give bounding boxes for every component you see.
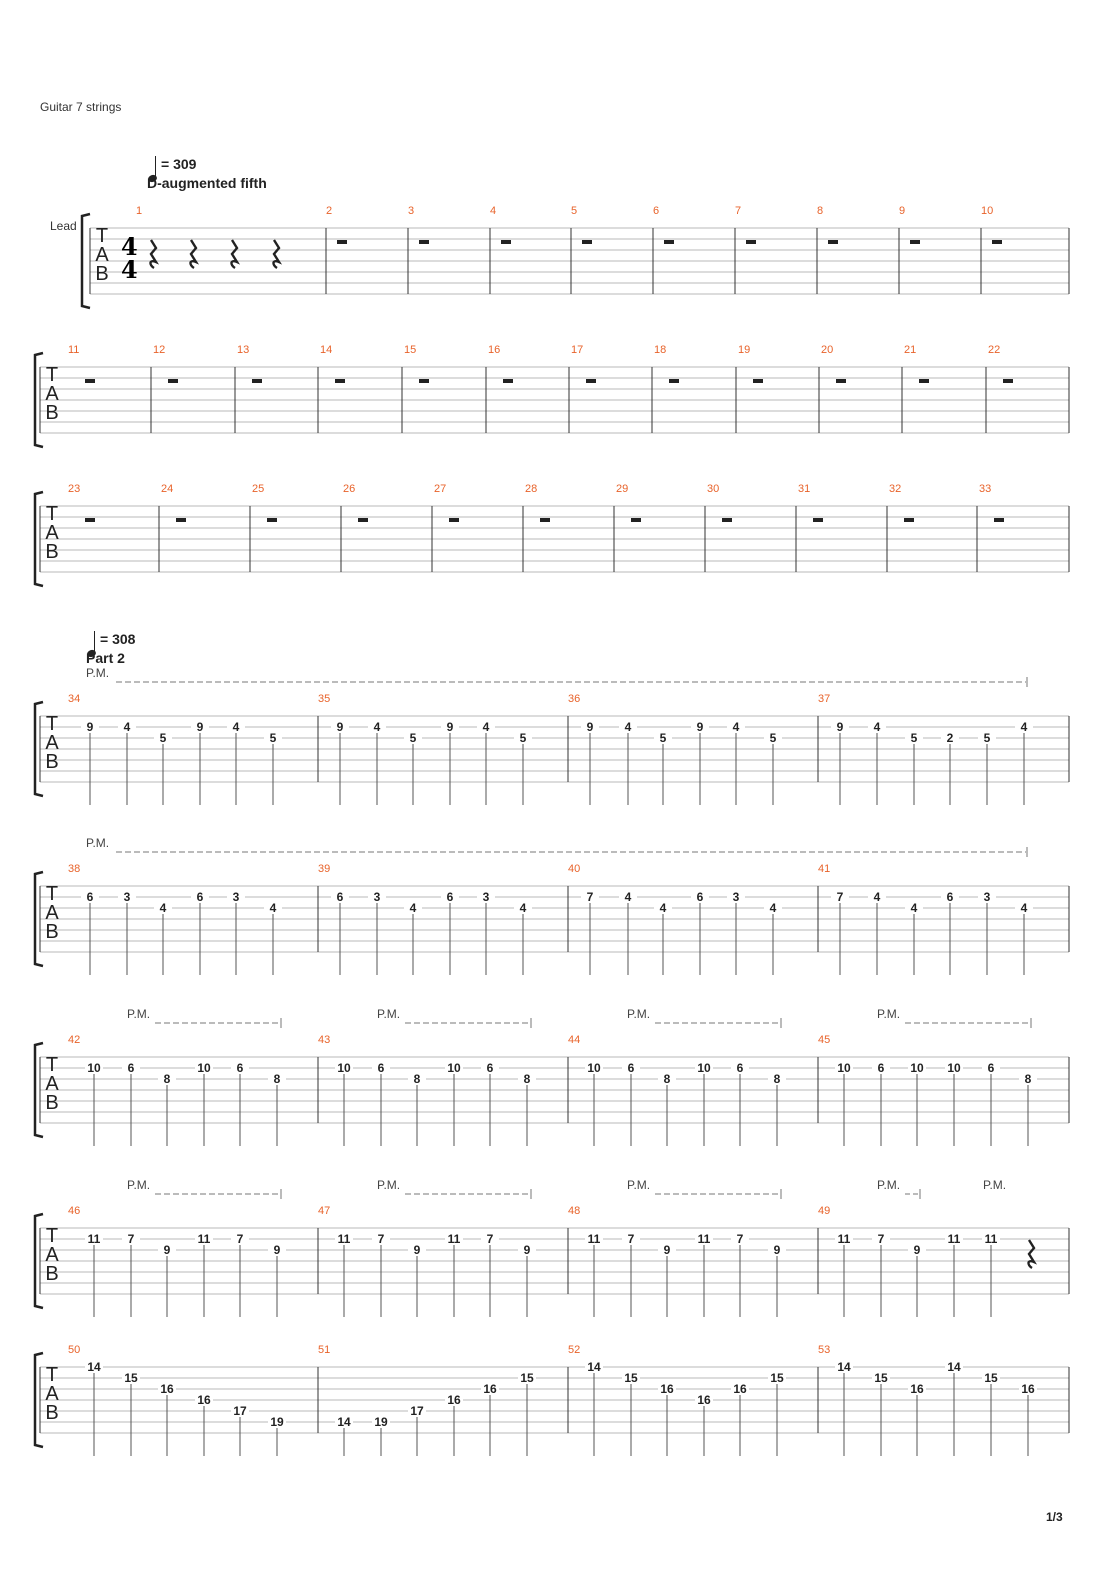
measure-number: 31 — [798, 483, 811, 495]
fret-number: 16 — [483, 1382, 497, 1396]
palm-mute-label: P.M. — [377, 1178, 401, 1192]
measure-number: 29 — [616, 483, 629, 495]
tab-clef-letter: A — [45, 1073, 59, 1095]
fret-number: 4 — [732, 720, 740, 734]
measure-number: 44 — [568, 1034, 581, 1046]
fret-number: 9 — [86, 720, 94, 734]
fret-number: 6 — [446, 890, 454, 904]
fret-number: 8 — [663, 1072, 671, 1086]
whole-rest-icon — [449, 518, 459, 522]
palm-mute-label: P.M. — [86, 836, 110, 850]
fret-number: 6 — [736, 1061, 744, 1075]
fret-number: 6 — [696, 890, 704, 904]
fret-number: 6 — [946, 890, 954, 904]
measure-number: 25 — [252, 483, 265, 495]
fret-number: 4 — [1020, 720, 1028, 734]
fret-number: 16 — [160, 1382, 174, 1396]
fret-number: 10 — [910, 1061, 924, 1075]
fret-number: 16 — [1021, 1382, 1035, 1396]
measure-number: 14 — [320, 344, 333, 356]
measure-number: 18 — [654, 344, 667, 356]
whole-rest-icon — [419, 379, 429, 383]
fret-number: 4 — [910, 901, 918, 915]
fret-number: 9 — [696, 720, 704, 734]
measure-number: 28 — [525, 483, 538, 495]
fret-number: 7 — [486, 1232, 494, 1246]
fret-number: 4 — [269, 901, 277, 915]
measure-number: 45 — [818, 1034, 831, 1046]
whole-rest-icon — [335, 379, 345, 383]
section-title: D-augmented fifth — [147, 175, 267, 191]
fret-number: 16 — [733, 1382, 747, 1396]
measure-number: 46 — [68, 1205, 81, 1217]
fret-number: 7 — [236, 1232, 244, 1246]
fret-number: 6 — [987, 1061, 995, 1075]
fret-number: 7 — [627, 1232, 635, 1246]
fret-number: 11 — [337, 1232, 351, 1246]
fret-number: 9 — [446, 720, 454, 734]
quarter-rest-icon — [190, 240, 196, 268]
measure-number: 50 — [68, 1344, 81, 1356]
fret-number: 10 — [87, 1061, 101, 1075]
measure-number: 51 — [318, 1344, 331, 1356]
fret-number: 14 — [837, 1360, 851, 1374]
fret-number: 9 — [163, 1243, 171, 1257]
fret-number: 4 — [409, 901, 417, 915]
whole-rest-icon — [669, 379, 679, 383]
fret-number: 5 — [409, 731, 417, 745]
measure-number: 3 — [408, 205, 415, 217]
fret-number: 15 — [520, 1371, 534, 1385]
whole-rest-icon — [503, 379, 513, 383]
fret-number: 3 — [123, 890, 131, 904]
fret-number: 7 — [836, 890, 844, 904]
fret-number: 9 — [836, 720, 844, 734]
fret-number: 6 — [127, 1061, 135, 1075]
measure-number: 6 — [653, 205, 660, 217]
fret-number: 7 — [127, 1232, 135, 1246]
whole-rest-icon — [631, 518, 641, 522]
fret-number: 10 — [197, 1061, 211, 1075]
whole-rest-icon — [910, 240, 920, 244]
tab-clef-letter: T — [45, 713, 59, 735]
measure-number: 33 — [979, 483, 992, 495]
fret-number: 9 — [413, 1243, 421, 1257]
whole-rest-icon — [176, 518, 186, 522]
tab-clef-letter: B — [45, 1402, 59, 1424]
whole-rest-icon — [904, 518, 914, 522]
fret-number: 4 — [232, 720, 240, 734]
fret-number: 4 — [123, 720, 131, 734]
whole-rest-icon — [358, 518, 368, 522]
fret-number: 17 — [233, 1404, 247, 1418]
measure-number: 7 — [735, 205, 742, 217]
measure-number: 22 — [988, 344, 1001, 356]
fret-number: 7 — [877, 1232, 885, 1246]
section-title: Part 2 — [86, 650, 125, 666]
palm-mute-label: P.M. — [127, 1178, 151, 1192]
fret-number: 9 — [336, 720, 344, 734]
palm-mute-label: P.M. — [127, 1007, 151, 1021]
fret-number: 9 — [273, 1243, 281, 1257]
fret-number: 11 — [984, 1232, 998, 1246]
palm-mute-label: P.M. — [877, 1007, 901, 1021]
measure-number: 2 — [326, 205, 333, 217]
measure-number: 21 — [904, 344, 917, 356]
tab-clef-letter: A — [45, 1383, 59, 1405]
whole-rest-icon — [836, 379, 846, 383]
fret-number: 4 — [624, 890, 632, 904]
measure-number: 38 — [68, 863, 81, 875]
fret-number: 8 — [163, 1072, 171, 1086]
fret-number: 11 — [697, 1232, 711, 1246]
tab-clef-letter: A — [45, 902, 59, 924]
fret-number: 11 — [587, 1232, 601, 1246]
fret-number: 8 — [1024, 1072, 1032, 1086]
fret-number: 15 — [124, 1371, 138, 1385]
fret-number: 16 — [660, 1382, 674, 1396]
whole-rest-icon — [252, 379, 262, 383]
tab-clef-letter: A — [45, 1244, 59, 1266]
fret-number: 11 — [87, 1232, 101, 1246]
fret-number: 4 — [159, 901, 167, 915]
fret-number: 8 — [273, 1072, 281, 1086]
page-number: 1/3 — [1046, 1510, 1063, 1524]
measure-number: 36 — [568, 693, 581, 705]
fret-number: 16 — [447, 1393, 461, 1407]
tab-clef-letter: B — [45, 402, 59, 424]
measure-number: 4 — [490, 205, 497, 217]
fret-number: 9 — [663, 1243, 671, 1257]
fret-number: 4 — [624, 720, 632, 734]
fret-number: 7 — [586, 890, 594, 904]
tab-clef-letter: T — [45, 1225, 59, 1247]
fret-number: 5 — [910, 731, 918, 745]
instrument-name: Guitar 7 strings — [40, 100, 122, 114]
fret-number: 6 — [236, 1061, 244, 1075]
whole-rest-icon — [722, 518, 732, 522]
fret-number: 4 — [769, 901, 777, 915]
tab-clef-letter: B — [45, 1263, 59, 1285]
measure-number: 52 — [568, 1344, 581, 1356]
quarter-rest-icon — [231, 240, 237, 268]
fret-number: 8 — [523, 1072, 531, 1086]
fret-number: 4 — [482, 720, 490, 734]
measure-number: 49 — [818, 1205, 831, 1217]
measure-number: 43 — [318, 1034, 331, 1046]
whole-rest-icon — [992, 240, 1002, 244]
tab-clef-letter: T — [45, 1364, 59, 1386]
fret-number: 5 — [269, 731, 277, 745]
measure-number: 53 — [818, 1344, 831, 1356]
whole-rest-icon — [586, 379, 596, 383]
fret-number: 7 — [736, 1232, 744, 1246]
fret-number: 14 — [337, 1415, 351, 1429]
whole-rest-icon — [85, 379, 95, 383]
measure-number: 1 — [136, 205, 143, 217]
palm-mute-label: P.M. — [983, 1178, 1007, 1192]
whole-rest-icon — [994, 518, 1004, 522]
fret-number: 5 — [159, 731, 167, 745]
measure-number: 41 — [818, 863, 831, 875]
measure-number: 15 — [404, 344, 417, 356]
tab-clef-letter: T — [45, 883, 59, 905]
measure-number: 37 — [818, 693, 831, 705]
fret-number: 4 — [659, 901, 667, 915]
time-signature-top: 4 — [121, 232, 138, 261]
tab-clef-letter: T — [45, 503, 59, 525]
fret-number: 16 — [910, 1382, 924, 1396]
fret-number: 9 — [773, 1243, 781, 1257]
measure-number: 5 — [571, 205, 578, 217]
fret-number: 11 — [837, 1232, 851, 1246]
measure-number: 20 — [821, 344, 834, 356]
whole-rest-icon — [501, 240, 511, 244]
fret-number: 19 — [270, 1415, 284, 1429]
whole-rest-icon — [168, 379, 178, 383]
whole-rest-icon — [419, 240, 429, 244]
fret-number: 3 — [732, 890, 740, 904]
measure-number: 47 — [318, 1205, 331, 1217]
fret-number: 9 — [913, 1243, 921, 1257]
fret-number: 3 — [482, 890, 490, 904]
whole-rest-icon — [746, 240, 756, 244]
measure-number: 13 — [237, 344, 250, 356]
measure-number: 24 — [161, 483, 174, 495]
whole-rest-icon — [267, 518, 277, 522]
tab-clef-letter: A — [95, 244, 109, 266]
measure-number: 39 — [318, 863, 331, 875]
fret-number: 11 — [197, 1232, 211, 1246]
fret-number: 4 — [519, 901, 527, 915]
fret-number: 10 — [697, 1061, 711, 1075]
whole-rest-icon — [664, 240, 674, 244]
fret-number: 10 — [337, 1061, 351, 1075]
fret-number: 3 — [983, 890, 991, 904]
fret-number: 6 — [877, 1061, 885, 1075]
fret-number: 5 — [983, 731, 991, 745]
tab-clef-letter: B — [45, 541, 59, 563]
palm-mute-label: P.M. — [86, 666, 110, 680]
fret-number: 6 — [86, 890, 94, 904]
measure-number: 10 — [981, 205, 994, 217]
quarter-rest-icon — [1028, 1240, 1034, 1268]
measure-number: 26 — [343, 483, 356, 495]
tab-clef-letter: T — [95, 225, 109, 247]
fret-number: 10 — [447, 1061, 461, 1075]
measure-number: 32 — [889, 483, 902, 495]
fret-number: 4 — [873, 890, 881, 904]
system-bracket — [82, 214, 90, 308]
measure-number: 35 — [318, 693, 331, 705]
measure-number: 8 — [817, 205, 824, 217]
quarter-rest-icon — [150, 240, 156, 268]
whole-rest-icon — [582, 240, 592, 244]
fret-number: 9 — [586, 720, 594, 734]
fret-number: 10 — [587, 1061, 601, 1075]
measure-number: 42 — [68, 1034, 81, 1046]
fret-number: 10 — [837, 1061, 851, 1075]
fret-number: 19 — [374, 1415, 388, 1429]
tempo-value: = 309 — [161, 156, 197, 172]
fret-number: 6 — [377, 1061, 385, 1075]
fret-number: 5 — [769, 731, 777, 745]
measure-number: 48 — [568, 1205, 581, 1217]
fret-number: 14 — [587, 1360, 601, 1374]
whole-rest-icon — [85, 518, 95, 522]
whole-rest-icon — [337, 240, 347, 244]
palm-mute-label: P.M. — [627, 1007, 651, 1021]
fret-number: 3 — [373, 890, 381, 904]
fret-number: 4 — [873, 720, 881, 734]
fret-number: 8 — [773, 1072, 781, 1086]
fret-number: 9 — [523, 1243, 531, 1257]
fret-number: 5 — [659, 731, 667, 745]
tab-clef-letter: A — [45, 732, 59, 754]
fret-number: 16 — [697, 1393, 711, 1407]
tab-clef-letter: B — [95, 263, 109, 285]
fret-number: 4 — [373, 720, 381, 734]
fret-number: 8 — [413, 1072, 421, 1086]
fret-number: 15 — [770, 1371, 784, 1385]
fret-number: 9 — [196, 720, 204, 734]
whole-rest-icon — [813, 518, 823, 522]
fret-number: 15 — [984, 1371, 998, 1385]
whole-rest-icon — [828, 240, 838, 244]
tempo-value: = 308 — [100, 631, 136, 647]
fret-number: 11 — [447, 1232, 461, 1246]
fret-number: 15 — [624, 1371, 638, 1385]
fret-number: 2 — [946, 731, 954, 745]
tab-clef-letter: T — [45, 364, 59, 386]
tab-clef-letter: B — [45, 751, 59, 773]
track-label: Lead — [50, 219, 77, 233]
fret-number: 4 — [1020, 901, 1028, 915]
fret-number: 16 — [197, 1393, 211, 1407]
measure-number: 9 — [899, 205, 906, 217]
measure-number: 11 — [68, 344, 80, 356]
fret-number: 10 — [947, 1061, 961, 1075]
palm-mute-label: P.M. — [627, 1178, 651, 1192]
fret-number: 6 — [196, 890, 204, 904]
tab-clef-letter: A — [45, 383, 59, 405]
palm-mute-label: P.M. — [377, 1007, 401, 1021]
measure-number: 23 — [68, 483, 81, 495]
measure-number: 27 — [434, 483, 447, 495]
measure-number: 19 — [738, 344, 751, 356]
tab-clef-letter: B — [45, 1092, 59, 1114]
fret-number: 6 — [627, 1061, 635, 1075]
measure-number: 40 — [568, 863, 581, 875]
measure-number: 16 — [488, 344, 501, 356]
measure-number: 30 — [707, 483, 720, 495]
fret-number: 5 — [519, 731, 527, 745]
whole-rest-icon — [753, 379, 763, 383]
whole-rest-icon — [1003, 379, 1013, 383]
fret-number: 6 — [336, 890, 344, 904]
fret-number: 3 — [232, 890, 240, 904]
measure-number: 12 — [153, 344, 166, 356]
fret-number: 14 — [947, 1360, 961, 1374]
whole-rest-icon — [919, 379, 929, 383]
whole-rest-icon — [540, 518, 550, 522]
fret-number: 17 — [410, 1404, 424, 1418]
tab-clef-letter: B — [45, 921, 59, 943]
fret-number: 11 — [947, 1232, 961, 1246]
fret-number: 14 — [87, 1360, 101, 1374]
fret-number: 6 — [486, 1061, 494, 1075]
measure-number: 17 — [571, 344, 584, 356]
fret-number: 7 — [377, 1232, 385, 1246]
palm-mute-label: P.M. — [877, 1178, 901, 1192]
fret-number: 15 — [874, 1371, 888, 1385]
quarter-rest-icon — [273, 240, 279, 268]
tab-clef-letter: T — [45, 1054, 59, 1076]
tab-clef-letter: A — [45, 522, 59, 544]
measure-number: 34 — [68, 693, 81, 705]
time-signature-bottom: 4 — [121, 255, 138, 284]
